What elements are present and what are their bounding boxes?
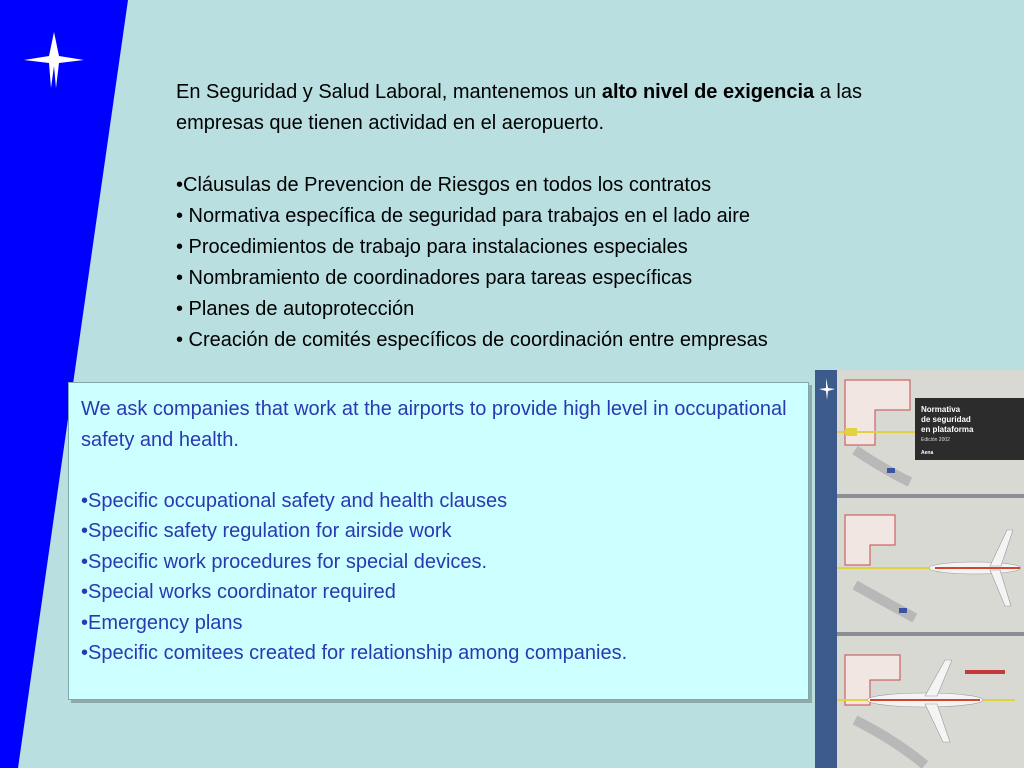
- english-text-box: [68, 382, 809, 700]
- aena-logo-icon: [22, 30, 86, 90]
- spanish-bullet: • Planes de autoprotección: [176, 298, 415, 320]
- english-intro: We ask companies that work at the airports to provide high level in occupational safety and health.: [81, 398, 787, 451]
- spanish-bullet: • Creación de comités específicos de coordinación entre empresas: [176, 329, 768, 351]
- english-bullet: •Specific occupational safety and health clauses: [81, 489, 508, 512]
- cover-illustration: [815, 370, 1024, 768]
- spanish-intro: En Seguridad y Salud Laboral, mantenemos un alto nivel de exigencia a las empresas que tienen actividad en el aeropuerto.: [176, 81, 862, 134]
- cover-title-line: en plataforma: [921, 425, 974, 434]
- spanish-text-block: [176, 77, 936, 356]
- spanish-bullet: • Normativa específica de seguridad para trabajos en el lado aire: [176, 205, 750, 227]
- english-bullet: •Emergency plans: [81, 611, 243, 634]
- spanish-bullet: • Procedimientos de trabajo para instalaciones especiales: [176, 236, 688, 258]
- english-bullet: •Specific comitees created for relationship among companies.: [81, 642, 628, 664]
- english-bullet: •Specific work procedures for special devices.: [81, 550, 488, 573]
- english-bullet: •Special works coordinator required: [81, 581, 396, 603]
- cover-edition: Edición 2002: [921, 437, 950, 443]
- cover-title-line: Normativa: [921, 405, 961, 414]
- spanish-bullet: •Cláusulas de Prevencion de Riesgos en todos los contratos: [176, 174, 712, 196]
- spanish-intro-bold: alto nivel de exigencia: [601, 81, 815, 103]
- english-bullet: •Specific safety regulation for airside work: [81, 520, 452, 542]
- spanish-bullet: • Nombramiento de coordinadores para tareas específicas: [176, 267, 693, 289]
- cover-title-line: de seguridad: [921, 415, 971, 424]
- safety-manual-cover-image: [815, 370, 1024, 768]
- cover-brand: Aena: [921, 450, 934, 456]
